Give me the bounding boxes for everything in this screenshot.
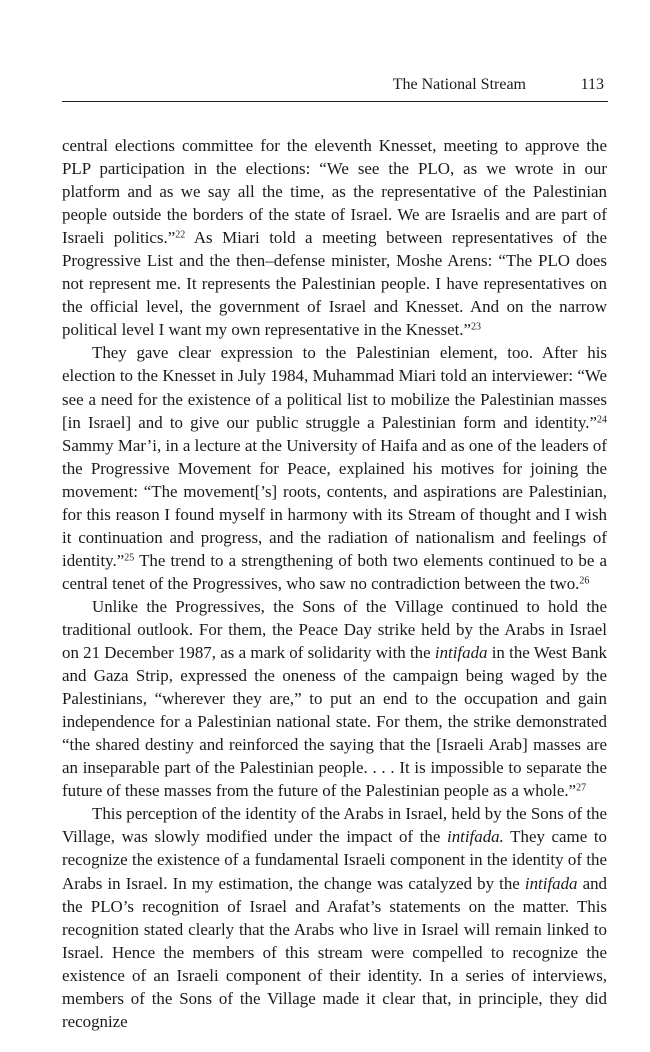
footnote-ref: 23 — [471, 321, 481, 333]
footnote-ref: 25 — [124, 552, 135, 564]
paragraph — [62, 595, 607, 802]
footnote-ref: 27 — [576, 782, 587, 794]
text-run: in the West Bank and Gaza Strip, expressed the oneness of the campaign being waged by the Palestinians, “wherever they are,” to put an end to the occupation and gain independence for a Palestinian national state. For them, the strike demonstrated “the shared destiny and reinforced the saying that the [Israeli Arab] masses are an inseparable part of the Palestinian people. . . . It is impossible to separate the future of these masses from the future of the Palestinian people as a whole.” — [62, 643, 607, 801]
italic-term: intifada — [434, 643, 488, 663]
running-title: The National Stream — [392, 76, 526, 93]
paragraph — [62, 802, 607, 1032]
text-run: This perception of the identity of the Arabs in Israel, held by the Sons of the Village, was slowly modified under the impact of the — [62, 804, 607, 847]
running-head — [62, 76, 608, 98]
header-rule — [62, 101, 608, 102]
page-number: 113 — [580, 76, 604, 93]
footnote-ref: 22 — [175, 229, 186, 241]
footnote-ref: 26 — [579, 575, 590, 587]
body-text — [62, 134, 607, 1033]
text-run: and the PLO’s recognition of Israel and Arafat’s statements on the matter. This recognition stated clearly that the Arabs who live in Israel will remain linked to Israel. Hence the members of this stream were compelled to recognize the existence of an Israeli component of their identity. In a series of interviews, members of the Sons of the Village made it clear that, in principle, they did recognize — [62, 873, 607, 1031]
text-run: As Miari told a meeting between representatives of the Progressive List and the then–defense minister, Moshe Arens: “The PLO does not represent me. It represents the Palestinian people. I have representatives on the official level, the government of Israel and Knesset. And on the narrow political level I want my own representative in the Knesset.” — [62, 228, 607, 340]
text-run: They gave clear expression to the Palestinian element, too. After his election to the Knesset in July 1984, Muhammad Miari told an interviewer: “We see a need for the existence of a political list to mobilize the Palestinian masses [in Israel] and to give our public struggle a Palestinian form and identity.” — [62, 343, 607, 432]
text-run: Sammy Mar’i, in a lecture at the University of Haifa and as one of the leaders of the Progressive Movement for Peace, explained his motives for joining the movement: “The movement[’s] roots, contents, and aspirations are Palestinian, for this reason I found myself in harmony with its Stream of thought and I wish it continuation and progress, and the radiation of nationalism and feelings of identity.” — [62, 435, 607, 570]
footnote-ref: 24 — [597, 414, 607, 426]
paragraph — [62, 134, 607, 341]
italic-term: intifada. — [447, 827, 504, 847]
text-run: central elections committee for the eleventh Knesset, meeting to approve the PLP participation in the elections: “We see the PLO, as we wrote in our platform and as we say all the time, as the representative of the Palestinian people outside the borders of the state of Israel. We are Israelis and are part of Israeli politics.” — [62, 136, 607, 248]
text-run: They came to recognize the existence of a fundamental Israeli component in the identity of the Arabs in Israel. In my estimation, the change was catalyzed by the — [62, 827, 607, 893]
text-run: Unlike the Progressives, the Sons of the Village continued to hold the traditional outlook. For them, the Peace Day strike held by the Arabs in Israel on 21 December 1987, as a mark of solidarity with the — [62, 596, 607, 663]
paragraph — [62, 341, 607, 595]
italic-term: intifada — [524, 873, 578, 893]
text-run: The trend to a strengthening of both two elements continued to be a central tenet of the Progressives, who saw no contradiction between the two. — [62, 550, 607, 593]
